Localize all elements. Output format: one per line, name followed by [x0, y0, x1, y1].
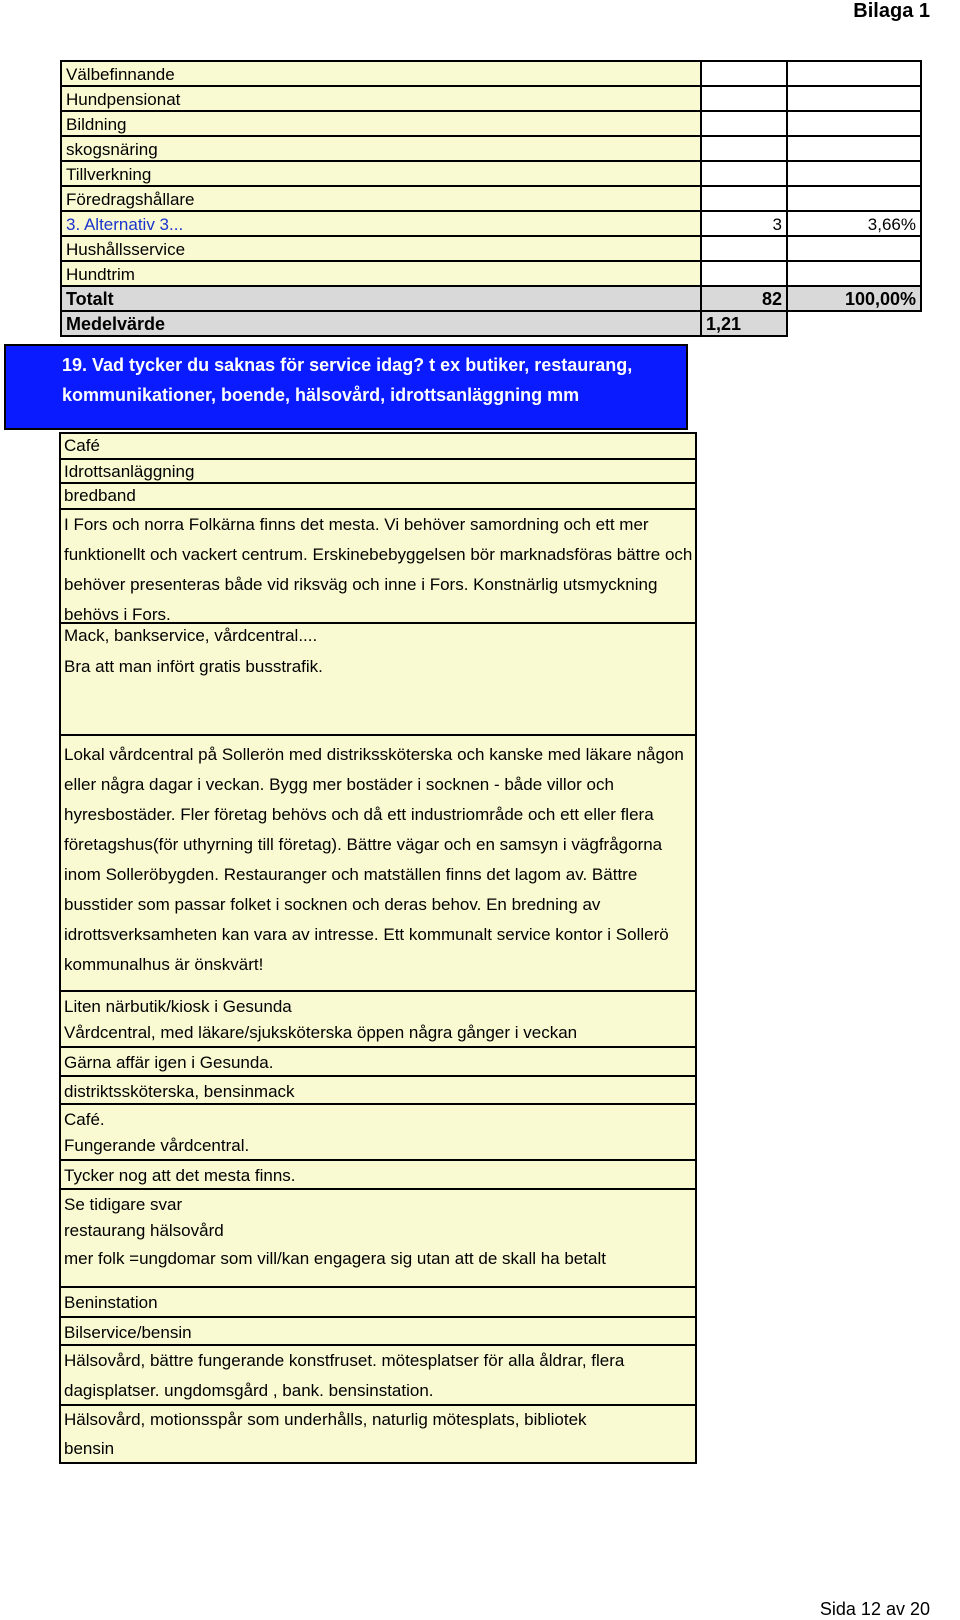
list-item: Vårdcentral, med läkare/sjuksköterska öppen några gånger i veckan [64, 1023, 578, 1042]
option-label: Föredragshållare [61, 186, 701, 211]
option-percent [787, 161, 921, 186]
option-percent [787, 86, 921, 111]
table-row [61, 186, 921, 211]
results-table [60, 60, 922, 337]
option-percent [787, 136, 921, 161]
option-count: 3 [701, 211, 787, 236]
option-label: 3. Alternativ 3... [61, 211, 701, 236]
table-row [61, 86, 921, 111]
list-item: Idrottsanläggning [61, 458, 695, 482]
option-label: Välbefinnande [61, 61, 701, 86]
option-percent [787, 236, 921, 261]
list-item: mer folk =ungdomar som vill/kan engagera sig utan att de skall ha betalt [64, 1249, 606, 1268]
option-label: Hundtrim [61, 261, 701, 286]
option-percent [787, 111, 921, 136]
option-count [701, 86, 787, 111]
average-row [61, 311, 921, 336]
total-row [61, 286, 921, 311]
list-item: Bilservice/bensin [61, 1316, 695, 1344]
total-count: 82 [701, 286, 787, 311]
table-row [61, 261, 921, 286]
list-item: Café [61, 432, 695, 458]
list-item: restaurang hälsovård [64, 1221, 224, 1240]
total-percent: 100,00% [787, 286, 921, 311]
average-label: Medelvärde [61, 311, 701, 336]
table-row [61, 161, 921, 186]
option-label: Bildning [61, 111, 701, 136]
list-item: Hälsovård, motionsspår som underhålls, naturlig mötesplats, bibliotek [61, 1404, 695, 1434]
table-row [61, 211, 921, 236]
list-item: distriktssköterska, bensinmack [61, 1075, 695, 1103]
list-item: Café. [61, 1103, 695, 1131]
option-count [701, 186, 787, 211]
option-label: Tillverkning [61, 161, 701, 186]
list-item: Bra att man infört gratis busstrafik. [64, 657, 323, 676]
list-item: Liten närbutik/kiosk i Gesunda [61, 990, 695, 1018]
table-row [61, 61, 921, 86]
list-item: Fungerande vårdcentral. [64, 1136, 250, 1155]
option-percent [787, 261, 921, 286]
appendix-label: Bilaga 1 [853, 0, 930, 22]
table-row [61, 236, 921, 261]
option-label: skogsnäring [61, 136, 701, 161]
option-count [701, 111, 787, 136]
list-item: bredband [61, 482, 695, 508]
list-item: I Fors och norra Folkärna finns det mesta. Vi behöver samordning och ett mer funktionellt och vackert centrum. Erskinebebyggelsen bör marknadsföras bättre och behöver presenteras både vid riksväg och inne i Fors. Konstnärlig utsmyckning behövs i Fors. [61, 508, 695, 622]
question-header [4, 344, 688, 430]
list-item: bensin [64, 1439, 115, 1458]
answer-list [59, 432, 697, 1464]
question-line-2: kommunikationer, boende, hälsovård, idrottsanläggning mm [62, 385, 580, 405]
option-percent [787, 61, 921, 86]
list-item: Tycker nog att det mesta finns. [61, 1159, 695, 1188]
list-item: Beninstation [61, 1286, 695, 1316]
page-number: Sida 12 av 20 [819, 1599, 930, 1619]
option-percent [787, 186, 921, 211]
question-line-1: 19. Vad tycker du saknas för service idag? t ex butiker, restaurang, [62, 355, 633, 375]
option-count [701, 236, 787, 261]
list-item: Mack, bankservice, vårdcentral.... [61, 622, 695, 652]
list-item: Lokal vårdcentral på Sollerön med distrikssköterska och kanske med läkare någon eller några dagar i veckan. Bygg mer bostäder i socknen - både villor och hyresbostäder. Fler företag behövs och då ett industriområde och ett eller flera företagshus(för uthyrning till företag). Bättre vägar och en samsyn i vägfrågorna inom Solleröbygden. Restauranger och matställen finns det lagom av. Bättre busstider som passar folket i socknen och deras behov. En bredning av idrottsverksamheten kan vara av intresse. Ett kommunalt service kontor i Sollerö kommunalhus är önskvärt! [61, 734, 695, 990]
average-value: 1,21 [701, 311, 787, 336]
option-count [701, 161, 787, 186]
total-label: Totalt [61, 286, 701, 311]
table-row [61, 136, 921, 161]
list-item: Se tidigare svar [61, 1188, 695, 1216]
option-count [701, 61, 787, 86]
option-count [701, 261, 787, 286]
list-item: Gärna affär igen i Gesunda. [61, 1046, 695, 1075]
option-count [701, 136, 787, 161]
option-label: Hushållsservice [61, 236, 701, 261]
list-item: Hälsovård, bättre fungerande konstfruset. mötesplatser för alla åldrar, flera dagisplatser. ungdomsgård , bank. bensinstation. [61, 1344, 695, 1404]
table-row [61, 111, 921, 136]
option-label: Hundpensionat [61, 86, 701, 111]
option-percent: 3,66% [787, 211, 921, 236]
